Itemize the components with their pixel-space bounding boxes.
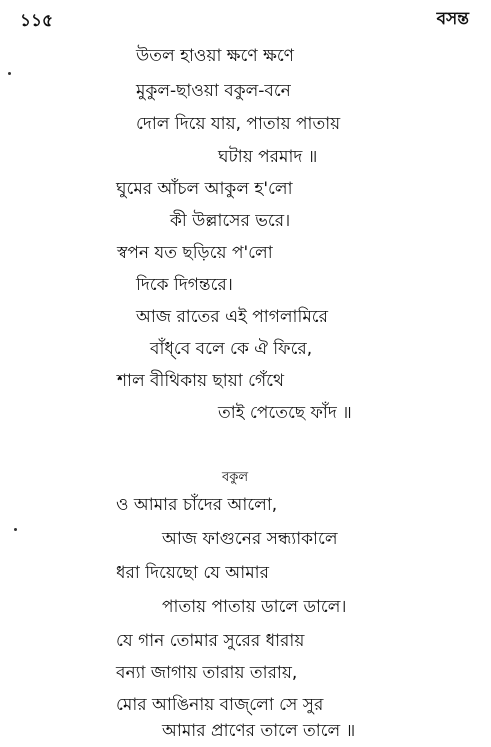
poem-line: দোল দিয়ে যায়, পাতায় পাতায় [136,114,341,134]
page-number: ১১৫ [20,11,54,31]
poem-line: বাঁধ্‌বে বলে কে ঐ ফিরে, [150,339,313,359]
scan-speck [8,72,11,75]
section-title: বকুল [222,470,249,485]
poem-line: শাল বীথিকায় ছায়া গেঁথে [117,371,284,391]
poem-line: তাই পেতেছে ফাঁদ ॥ [218,403,352,423]
poem-line: কী উল্লাসের ভরে। [170,211,291,231]
poem-line: উতল হাওয়া ক্ষণে ক্ষণে [136,46,294,66]
poem-line: মোর আঙিনায় বাজ্‌লো সে সুর [116,695,324,715]
poem-line: ধরা দিয়েছো যে আমার [116,563,269,583]
poem-line: ও আমার চাঁদের আলো, [116,495,278,515]
poem-line: দিকে দিগন্তরে। [136,275,233,295]
poem-line: ঘটায় পরমাদ ॥ [218,147,318,167]
poem-line: আজ ফাগুনের সন্ধ্যাকালে [162,529,338,549]
poem-line: পাতায় পাতায় ডালে ডালে। [162,597,347,617]
poem-line: স্বপন যত ছড়িয়ে প'লো [117,243,273,263]
poem-line: আমার প্রাণের তালে তালে ॥ [162,721,356,741]
poem-line: মুকুল-ছাওয়া বকুল-বনে [136,81,291,101]
running-header-title: বসন্ত [436,9,469,29]
poem-line: বন্যা জাগায় তারায় তারায়, [116,663,298,683]
poem-line: ঘুমের আঁচল আকুল হ'লো [116,179,293,199]
poem-line: আজ রাতের এই পাগলামিরে [136,307,328,327]
poem-line: যে গান তোমার সুরের ধারায় [116,631,305,651]
scan-speck [14,528,17,531]
